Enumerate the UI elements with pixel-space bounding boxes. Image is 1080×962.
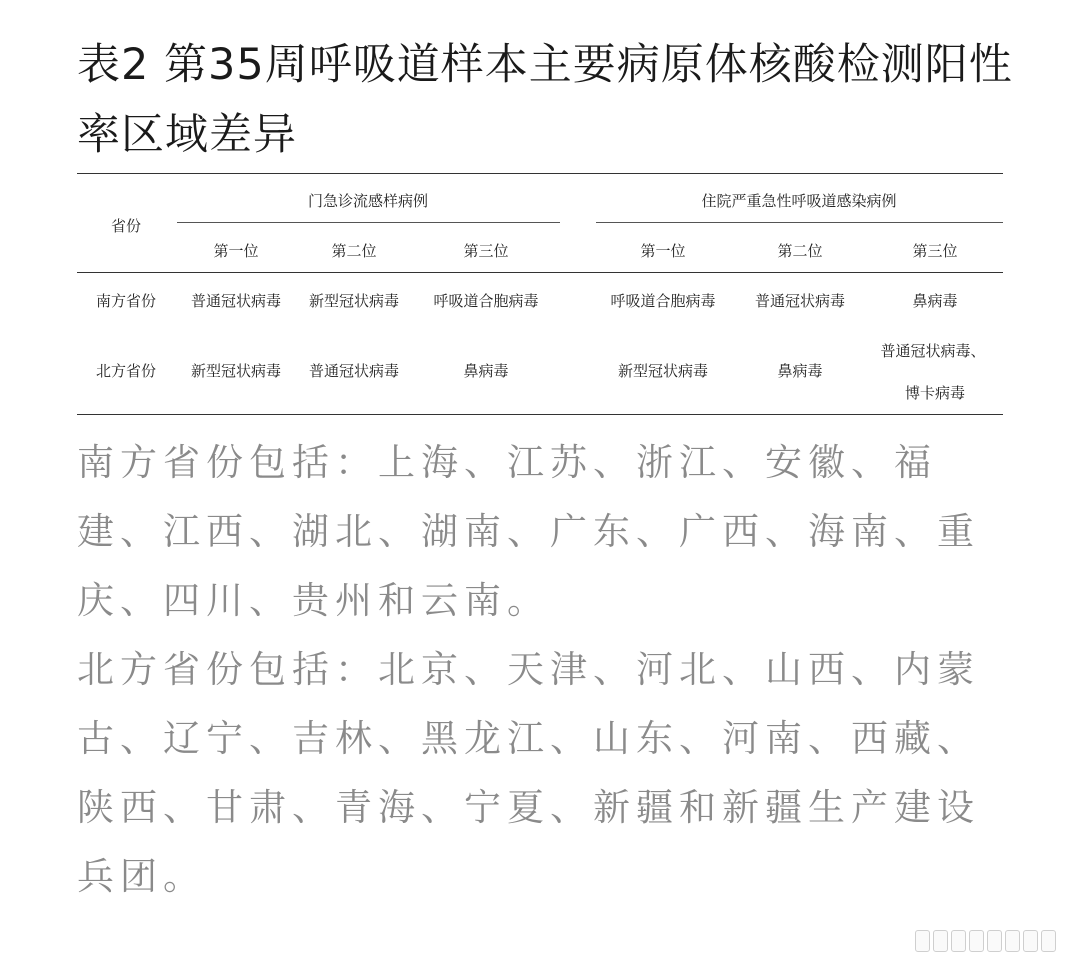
table-cell: 呼吸道合胞病毒 <box>610 292 716 310</box>
group-header-inpatient: 住院严重急性呼吸道感染病例 <box>701 192 897 210</box>
table-title: 表2 第35周呼吸道样本主要病原体核酸检测阳性率区域差异 <box>77 40 1013 160</box>
rank-header: 第一位 <box>213 242 259 260</box>
table-cell: 普通冠状病毒 <box>754 292 846 310</box>
note-south: 南方省份包括：上海、江苏、浙江、安徽、福建、江西、湖北、湖南、广东、广西、海南、重庆、四川、贵州和云南。 <box>77 441 980 622</box>
note-north: 北方省份包括：北京、天津、河北、山西、内蒙古、辽宁、吉林、黑龙江、山东、河南、西藏、陕西、甘肃、青海、宁夏、新疆和新疆生产建设兵团。 <box>77 648 980 898</box>
header-bottom-rule <box>77 272 1003 273</box>
rank-header: 第一位 <box>640 242 686 260</box>
table-cell: 新型冠状病毒 <box>617 362 709 380</box>
table-cell: 新型冠状病毒 <box>308 292 400 310</box>
table-cell-line: 博卡病毒 <box>904 384 966 402</box>
table-cell: 鼻病毒 <box>912 292 958 310</box>
table-cell: 呼吸道合胞病毒 <box>433 292 539 310</box>
group-underline-inpatient <box>596 222 1003 223</box>
region-notes <box>77 428 1007 911</box>
row-label-south: 南方省份 <box>95 292 157 310</box>
row-header-province: 省份 <box>110 217 142 235</box>
row-label-north: 北方省份 <box>95 362 157 380</box>
table-cell: 新型冠状病毒 <box>190 362 282 380</box>
group-underline-outpatient <box>177 222 560 223</box>
table-top-rule <box>77 173 1003 174</box>
logo-bars-icon <box>915 930 1056 952</box>
table-cell-line: 普通冠状病毒、 <box>880 342 986 360</box>
rank-header: 第三位 <box>912 242 958 260</box>
rank-header: 第二位 <box>777 242 823 260</box>
rank-header: 第三位 <box>463 242 509 260</box>
table-cell: 普通冠状病毒 <box>190 292 282 310</box>
table-bottom-rule <box>77 414 1003 415</box>
table-cell: 普通冠状病毒 <box>308 362 400 380</box>
table-cell: 鼻病毒 <box>777 362 823 380</box>
rank-header: 第二位 <box>331 242 377 260</box>
group-header-outpatient: 门急诊流感样病例 <box>307 192 429 210</box>
table-cell: 鼻病毒 <box>463 362 509 380</box>
